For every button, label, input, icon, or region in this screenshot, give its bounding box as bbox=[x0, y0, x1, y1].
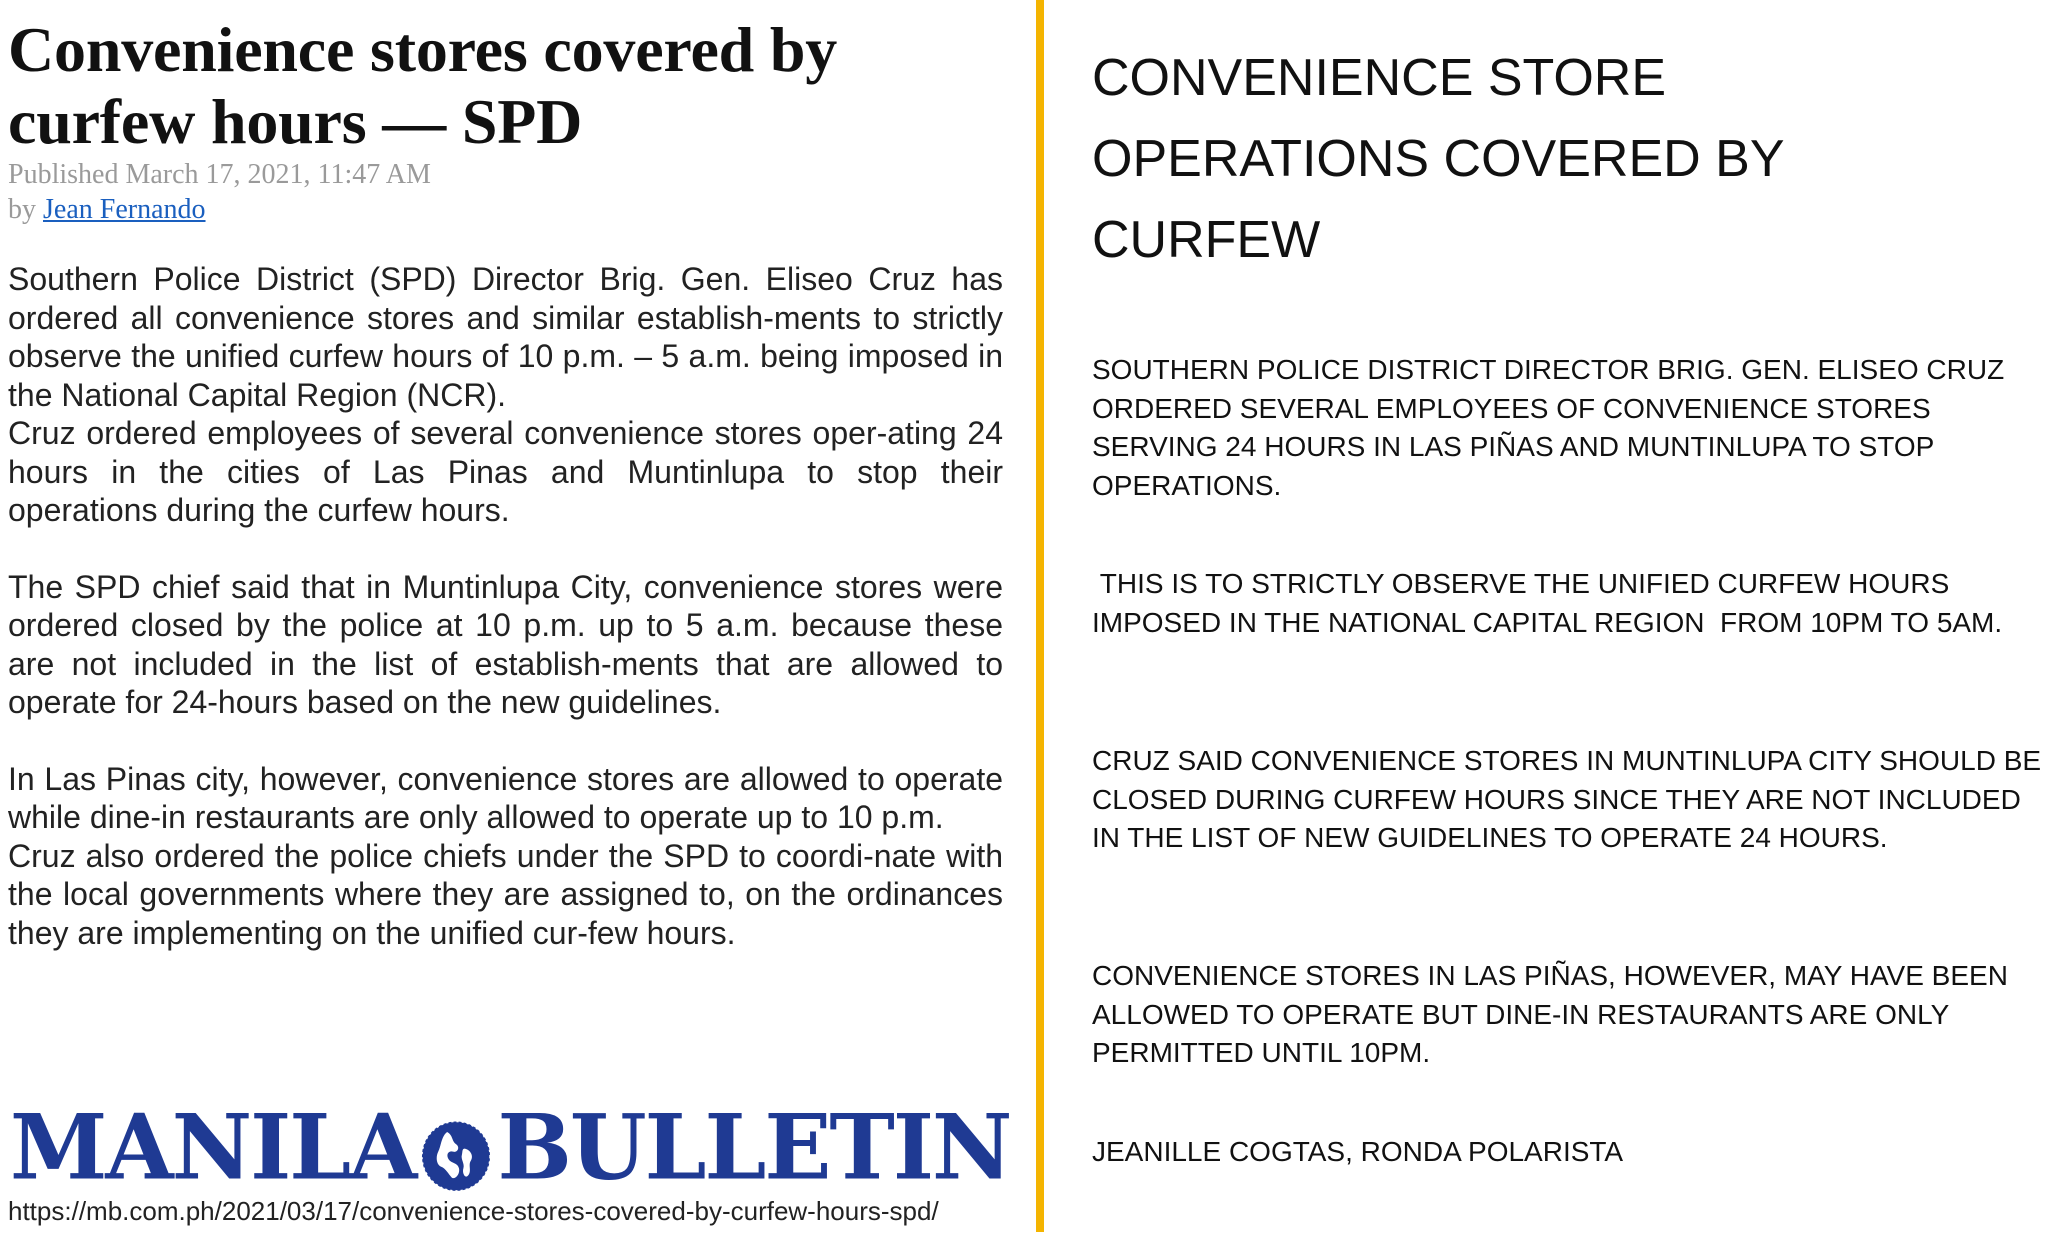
summary-paragraph: CRUZ SAID CONVENIENCE STORES IN MUNTINLUPA CITY SHOULD BE CLOSED DURING CURFEW HOURS SINCE THEY ARE NOT INCLUDED IN THE LIST OF NEW GUIDELINES TO OPERATE 24 HOURS. bbox=[1092, 745, 2042, 853]
summary-paragraph: CONVENIENCE STORES IN LAS PIÑAS, HOWEVER, MAY HAVE BEEN ALLOWED TO OPERATE BUT DINE-IN RESTAURANTS ARE ONLY PERMITTED UNTIL 10PM. bbox=[1092, 960, 2008, 1068]
article-paragraph: Cruz ordered employees of several convenience stores oper-ating 24 hours in the cities of Las Pinas and Muntinlupa to stop their operations during the curfew hours. bbox=[8, 415, 1003, 528]
summary-paragraph: SOUTHERN POLICE DISTRICT DIRECTOR BRIG. GEN. ELISEO CRUZ ORDERED SEVERAL EMPLOYEES OF CONVENIENCE STORES SERVING 24 HOURS IN LAS PIÑAS AND MUNTINLUPA TO STOP OPERATIONS. bbox=[1092, 354, 2005, 501]
summary-credits: JEANILLE COGTAS, RONDA POLARISTA bbox=[1092, 1136, 1624, 1167]
article-paragraph: Cruz also ordered the police chiefs under the SPD to coordi-nate with the local governments where they are assigned to, on the ordinances they are implementing on the unified cur-few hours. bbox=[8, 837, 1003, 951]
published-date: Published March 17, 2021, 11:47 AM bbox=[8, 159, 431, 190]
author-link[interactable]: Jean Fernando bbox=[43, 194, 206, 225]
article-body bbox=[8, 260, 1003, 952]
article-paragraph: Southern Police District (SPD) Director Brig. Gen. Eliseo Cruz has ordered all convenience stores and similar establish-ments to strictly observe the unified curfew hours of 10 p.m. – 5 a.m. being imposed in the National Capital Region (NCR). bbox=[8, 261, 1003, 413]
logo-word-left: MANILA bbox=[10, 1093, 416, 1201]
manila-bulletin-logo bbox=[10, 1093, 1011, 1201]
globe-icon bbox=[419, 1109, 493, 1184]
logo-word-right: BULLETIN bbox=[497, 1093, 1011, 1201]
source-url[interactable]: https://mb.com.ph/2021/03/17/convenience-stores-covered-by-curfew-hours-spd/ bbox=[8, 1196, 939, 1226]
summary-paragraph: THIS IS TO STRICTLY OBSERVE THE UNIFIED CURFEW HOURS IMPOSED IN THE NATIONAL CAPITAL REGION FROM 10PM TO 5AM. bbox=[1092, 568, 2003, 638]
article-paragraph: The SPD chief said that in Muntinlupa City, convenience stores were ordered closed by the police at 10 p.m. up to 5 a.m. because these are not included in the list of establish-ments that are allowed to operate for 24-hours based on the new guidelines. bbox=[8, 568, 1003, 720]
article-paragraph: In Las Pinas city, however, convenience stores are allowed to operate while dine-in restaurants are only allowed to operate up to 10 p.m. bbox=[8, 760, 1003, 835]
summary-panel bbox=[1092, 0, 2042, 1245]
byline bbox=[8, 193, 206, 227]
byline-prefix: by bbox=[8, 194, 43, 225]
article-headline: Convenience stores covered by curfew hours — SPD bbox=[8, 14, 838, 157]
column-divider bbox=[1036, 0, 1044, 1232]
summary-title: CONVENIENCE STORE OPERATIONS COVERED BY CURFEW bbox=[1092, 49, 1784, 269]
